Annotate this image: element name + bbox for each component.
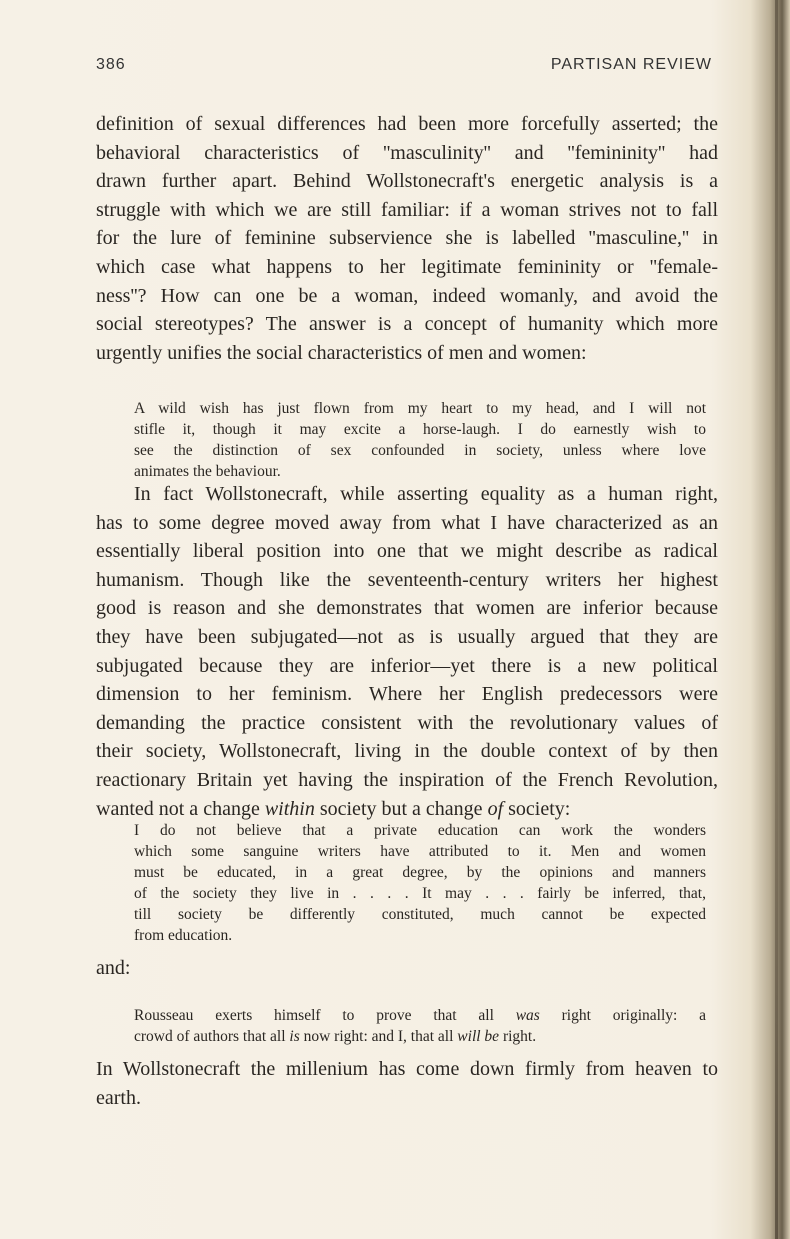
quote-line: must be educated, in a great degree, by the opinions and manners — [134, 864, 706, 881]
quote-line: I do not believe that a private education can work the wonders — [134, 822, 706, 839]
text-line: and: — [96, 957, 131, 979]
text-line: which case what happens to her legitimate femininity or ''female- — [96, 255, 718, 278]
italic-text: of — [487, 797, 504, 820]
text: society but a change — [314, 797, 488, 820]
text-line: In fact Wollstonecraft, while asserting equality as a human right, — [134, 483, 718, 505]
text-line: for the lure of feminine subservience she is labelled ''masculine,'' in — [96, 227, 718, 250]
quote-line — [134, 1005, 706, 1026]
paragraph-2 — [96, 480, 718, 823]
text-line: struggle with which we are still familiar: if a woman strives not to fall — [96, 198, 718, 221]
text: now right: and I, that all — [299, 1028, 458, 1045]
text: right. — [499, 1028, 537, 1045]
text-line: has to some degree moved away from what I have characterized as an — [96, 511, 718, 534]
quote-line: A wild wish has just flown from my heart to my head, and I will not — [134, 400, 706, 417]
text-line: earth. — [96, 1086, 141, 1109]
text-line: drawn further apart. Behind Wollstonecraft's energetic analysis is a — [96, 170, 718, 193]
text-line: dimension to her feminism. Where her English predecessors were — [96, 683, 718, 706]
block-quote-1 — [134, 398, 706, 482]
text-line: definition of sexual differences had been more forcefully asserted; the — [96, 113, 718, 135]
quote-line: from education. — [134, 927, 233, 944]
italic-text: was — [515, 1007, 540, 1024]
text-line: ness''? How can one be a woman, indeed womanly, and avoid the — [96, 284, 718, 307]
italic-text: will be — [457, 1028, 500, 1045]
page-binding-shadow — [775, 0, 778, 1239]
text-line: their society, Wollstonecraft, living in the double context of by then — [96, 740, 718, 763]
quote-line: animates the behaviour. — [134, 463, 281, 480]
quote-line — [134, 1026, 706, 1047]
text: right originally: a — [539, 1007, 706, 1024]
running-title: PARTISAN REVIEW — [550, 56, 712, 73]
text-line: they have been subjugated—not as is usually argued that they are — [96, 625, 718, 648]
text: Rousseau exerts himself to prove that all — [134, 1007, 516, 1024]
quote-line: see the distinction of sex confounded in society, unless where love — [134, 442, 706, 459]
text: society: — [503, 797, 571, 820]
block-quote-2 — [134, 820, 706, 946]
text-line: good is reason and she demonstrates that women are inferior because — [96, 597, 718, 620]
text-line: subjugated because they are inferior—yet there is a new political — [96, 654, 718, 677]
and-connector — [96, 954, 718, 983]
paragraph-1 — [96, 110, 718, 367]
text-line: reactionary Britain yet having the inspiration of the French Revolution, — [96, 768, 718, 791]
text-line: behavioral characteristics of ''masculinity'' and ''femininity'' had — [96, 141, 718, 164]
text-line — [96, 795, 718, 824]
text-line: humanism. Though like the seventeenth-century writers her highest — [96, 568, 718, 591]
text-line: demanding the practice consistent with the revolutionary values of — [96, 711, 718, 734]
quote-line: stifle it, though it may excite a horse-laugh. I do earnestly wish to — [134, 421, 706, 438]
quote-line: which some sanguine writers have attributed to it. Men and women — [134, 843, 706, 860]
text: crowd of authors that all — [134, 1028, 290, 1045]
text: wanted not a change — [96, 797, 265, 820]
quote-line: till society be differently constituted, much cannot be expected — [134, 906, 706, 923]
text-line: urgently unifies the social characteristics of men and women: — [96, 341, 587, 364]
text-line: In Wollstonecraft the millenium has come down firmly from heaven to — [96, 1058, 718, 1080]
block-quote-3 — [134, 1005, 706, 1047]
text-line: essentially liberal position into one that we might describe as radical — [96, 540, 718, 563]
italic-text: is — [289, 1028, 300, 1045]
italic-text: within — [264, 797, 315, 820]
text-line: social stereotypes? The answer is a concept of humanity which more — [96, 313, 718, 336]
quote-line: of the society they live in . . . . It may . . . fairly be inferred, that, — [134, 885, 706, 902]
page-number: 386 — [96, 56, 126, 73]
paragraph-3 — [96, 1055, 718, 1112]
